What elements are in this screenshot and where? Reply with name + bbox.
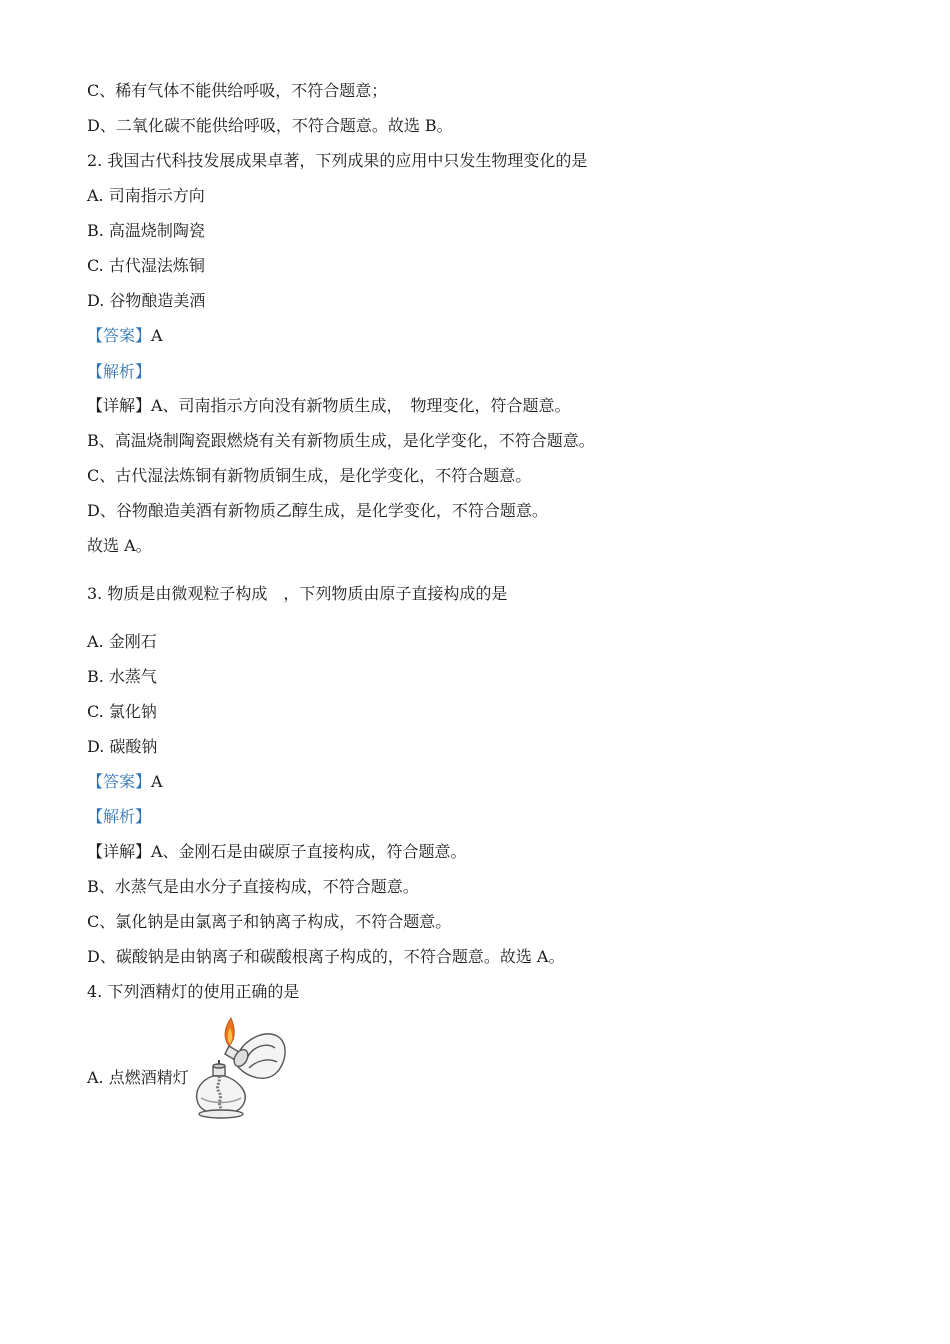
detail-line: C、氯化钠是由氯离子和钠离子构成，不符合题意。 — [87, 912, 452, 931]
answer-line — [87, 772, 163, 792]
detail-line: 【详解】A、金刚石是由碳原子直接构成，符合题意。 — [87, 842, 467, 861]
question-4-stem: 4. 下列酒精灯的使用正确的是 — [87, 982, 300, 1001]
text-line: D、二氧化碳不能供给呼吸，不符合题意。故选 B。 — [87, 116, 453, 135]
question-3-stem: 3. 物质是由微观粒子构成 ，下列物质由原子直接构成的是 — [87, 584, 508, 603]
option-a: A. 司南指示方向 — [87, 186, 205, 205]
analysis-tag: 【解析】 — [87, 362, 152, 381]
detail-line: C、古代湿法炼铜有新物质铜生成，是化学变化，不符合题意。 — [87, 466, 532, 485]
question-2-stem: 2. 我国古代科技发展成果卓著，下列成果的应用中只发生物理变化的是 — [87, 151, 588, 170]
answer-value: A — [151, 772, 163, 791]
option-a-label: A. 点燃酒精灯 — [87, 1068, 189, 1087]
answer-value: A — [151, 326, 163, 345]
option-b: B. 高温烧制陶瓷 — [87, 221, 205, 240]
option-a: A. 金刚石 — [87, 632, 157, 651]
analysis-line — [87, 362, 151, 382]
option-d: D. 谷物酿造美酒 — [87, 291, 206, 310]
conclusion-line: 故选 A。 — [87, 536, 152, 555]
detail-line: D、谷物酿造美酒有新物质乙醇生成，是化学变化，不符合题意。 — [87, 501, 548, 520]
answer-line — [87, 326, 163, 346]
option-d: D. 碳酸钠 — [87, 737, 158, 756]
detail-line: B、水蒸气是由水分子直接构成，不符合题意。 — [87, 877, 419, 896]
analysis-line — [87, 807, 151, 827]
text-line: C、稀有气体不能供给呼吸，不符合题意； — [87, 81, 388, 100]
detail-line: B、高温烧制陶瓷跟燃烧有关有新物质生成，是化学变化，不符合题意。 — [87, 431, 595, 450]
alcohol-lamp-lighting-icon — [191, 1012, 291, 1122]
option-c: C. 氯化钠 — [87, 702, 157, 721]
option-c: C. 古代湿法炼铜 — [87, 256, 205, 275]
detail-line: D、碳酸钠是由钠离子和碳酸根离子构成的，不符合题意。故选 A。 — [87, 947, 565, 966]
option-b: B. 水蒸气 — [87, 667, 157, 686]
answer-tag: 【答案】 — [87, 326, 152, 345]
detail-line: 【详解】A、司南指示方向没有新物质生成， 物理变化，符合题意。 — [87, 396, 571, 415]
analysis-tag: 【解析】 — [87, 807, 152, 826]
answer-tag: 【答案】 — [87, 772, 152, 791]
